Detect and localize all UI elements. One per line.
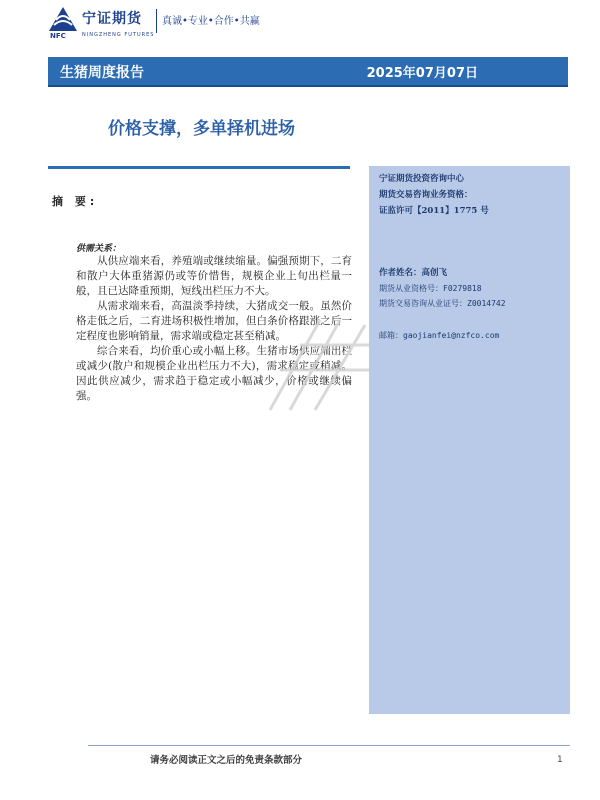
- logo-abbreviation: NFC: [50, 32, 66, 40]
- paragraph-supply: 从供应端来看，养殖端或继续缩量。偏强预期下，二育和散户大体重猪源仍或等价惜售，规模企业上旬出栏量一般，且已达降重预期，短线出栏压力不大。: [76, 255, 352, 297]
- author-name: 作者姓名：高创飞: [379, 268, 448, 278]
- disclaimer-notice: 请务必阅读正文之后的免责条款部分: [150, 755, 303, 766]
- report-date: 2025年07月07日: [366, 66, 478, 81]
- report-type-title: 生猪周度报告: [60, 65, 144, 81]
- abstract-label: 摘 要:: [52, 195, 99, 208]
- info-sidebar: [369, 166, 570, 714]
- report-banner: [48, 57, 568, 87]
- license-number: 证监许可【2011】1775 号: [379, 206, 489, 216]
- page-number: 1: [557, 755, 563, 765]
- logo-slogan: 真诚•专业•合作•共赢: [162, 16, 260, 27]
- author-email[interactable]: 邮箱：gaojianfei@nzfco.com: [379, 331, 500, 340]
- logo-english-name: NINGZHENG FUTURES: [82, 32, 155, 38]
- logo-divider: [156, 9, 157, 33]
- footer-divider: [88, 745, 570, 746]
- logo-chinese-name: 宁证期货: [82, 11, 142, 27]
- paragraph-demand: 从需求端来看，高温淡季持续，大猪成交一般。虽然价格走低之后，二育进场积极性增加，但白条价格跟涨之后一定程度也影响销量，需求端或稳定甚至稍减。: [76, 300, 352, 342]
- company-logo: [48, 6, 298, 38]
- report-headline: 价格支撑，多单择机进场: [108, 119, 295, 139]
- practice-license-id: 期货从业资格号：F0279818: [379, 284, 482, 293]
- qualification-label: 期货交易咨询业务资格：: [379, 190, 473, 200]
- abstract-body: [76, 254, 352, 404]
- consulting-license-id: 期货交易咨询从业证号：Z0014742: [379, 299, 506, 308]
- nfc-logo-icon: [48, 6, 78, 32]
- supply-demand-label: 供需关系：: [76, 244, 122, 254]
- paragraph-summary: 综合来看，均价重心或小幅上移。生猪市场供应端出栏或减少(散户和规模企业出栏压力不大)，需求稳定或稍减。因此供应减少，需求趋于稳定或小幅减少，价格或继续偏强。: [76, 345, 352, 402]
- research-center: 宁证期货投资咨询中心: [379, 174, 465, 184]
- headline-divider: [48, 166, 350, 169]
